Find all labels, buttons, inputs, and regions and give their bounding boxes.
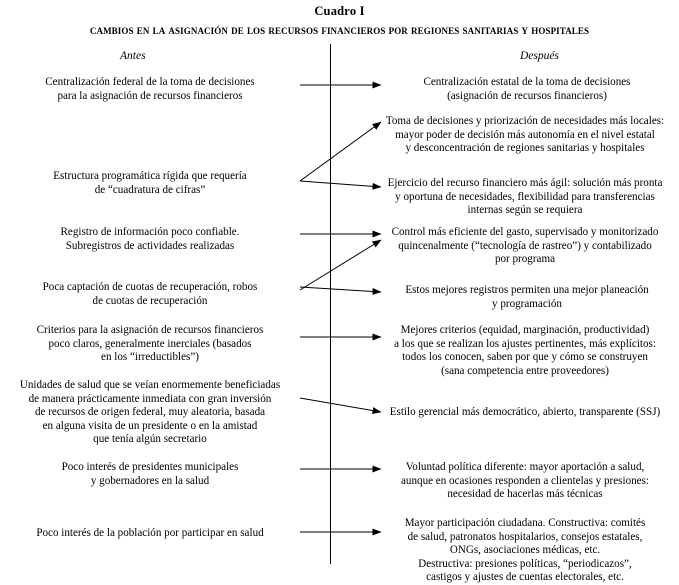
left-item-4: Poca captación de cuotas de recuperación, robos de cuotas de recuperación <box>42 281 258 307</box>
title-block <box>0 0 679 38</box>
right-item-9: Mayor participación ciudadana. Constructiva: comités de salud, patronatos hospitalarios, consejos estatales, ONGs, asociaciones médicas, etc. Destructiva: presiones políticas, “periodicazos”, castigos y ajustes de cuentas electorales, etc. <box>404 517 646 584</box>
right-item-1: Centralización estatal de la toma de decisiones (asignación de recursos financieros) <box>423 76 631 102</box>
cuadro-title: cambios en la asignación de los recursos financieros por regiones sanitarias y hospitales <box>89 23 590 37</box>
left-item-8: Poco interés de la población por participar en salud <box>36 527 264 539</box>
right-item-3: Ejercicio del recurso financiero más ágil: solución más pronta y oportuna de necesidades, flexibilidad para transferencias internas según se requiera <box>387 177 663 217</box>
left-item-7: Poco interés de presidentes municipales y gobernadores en la salud <box>61 461 239 487</box>
right-item-2: Toma de decisiones y priorización de necesidades más locales: mayor poder de decisión más autonomía en el nivel estatal y desconcentración de regiones sanitarias y hospitales <box>385 115 665 155</box>
right-item-8: Voluntad política diferente: mayor aportación a salud, aunque en ocasiones responden a clientelas y presiones: necesidad de hacerlas más técnicas <box>401 461 649 501</box>
left-item-6: Unidades de salud que se veían enormemente beneficiadas de manera prácticamente inmediata con gran inversión de recursos de origen federal, muy aleatoria, basada en alguna visita de un presidente o en la amistad que tenía algún secretario <box>19 379 281 446</box>
column-header-despues: Después <box>520 50 559 62</box>
column-header-antes: Antes <box>120 50 146 62</box>
right-item-6: Mejores criterios (equidad, marginación, productividad) a los que se realizan los ajustes pertinentes, más explícitos: todos los conocen, saben por que y cómo se construyen (sana competencia entre proveedores) <box>394 324 656 377</box>
right-item-5: Estos mejores registros permiten una mejor planeación y programación <box>405 284 649 310</box>
center-divider-line <box>330 44 331 564</box>
column-headers <box>0 50 679 66</box>
left-item-1: Centralización federal de la toma de decisiones para la asignación de recursos financieros <box>45 76 255 102</box>
right-item-4: Control más eficiente del gasto, supervisado y monitorizado quincenalmente (“tecnología de rastreo”) y contabilizado por programa <box>391 226 659 266</box>
left-item-2: Estructura programática rígida que requería de “cuadratura de cifras” <box>53 170 247 196</box>
left-item-5: Criterios para la asignación de recursos financieros poco claros, generalmente inerciales (basados en los “irreductibles”) <box>36 324 264 364</box>
right-item-7: Estilo gerencial más democrático, abierto, transparente (SSJ) <box>389 406 661 418</box>
cuadro-label: Cuadro I <box>314 4 365 18</box>
left-item-3: Registro de información poco confiable. Subregistros de actividades realizadas <box>60 226 240 252</box>
